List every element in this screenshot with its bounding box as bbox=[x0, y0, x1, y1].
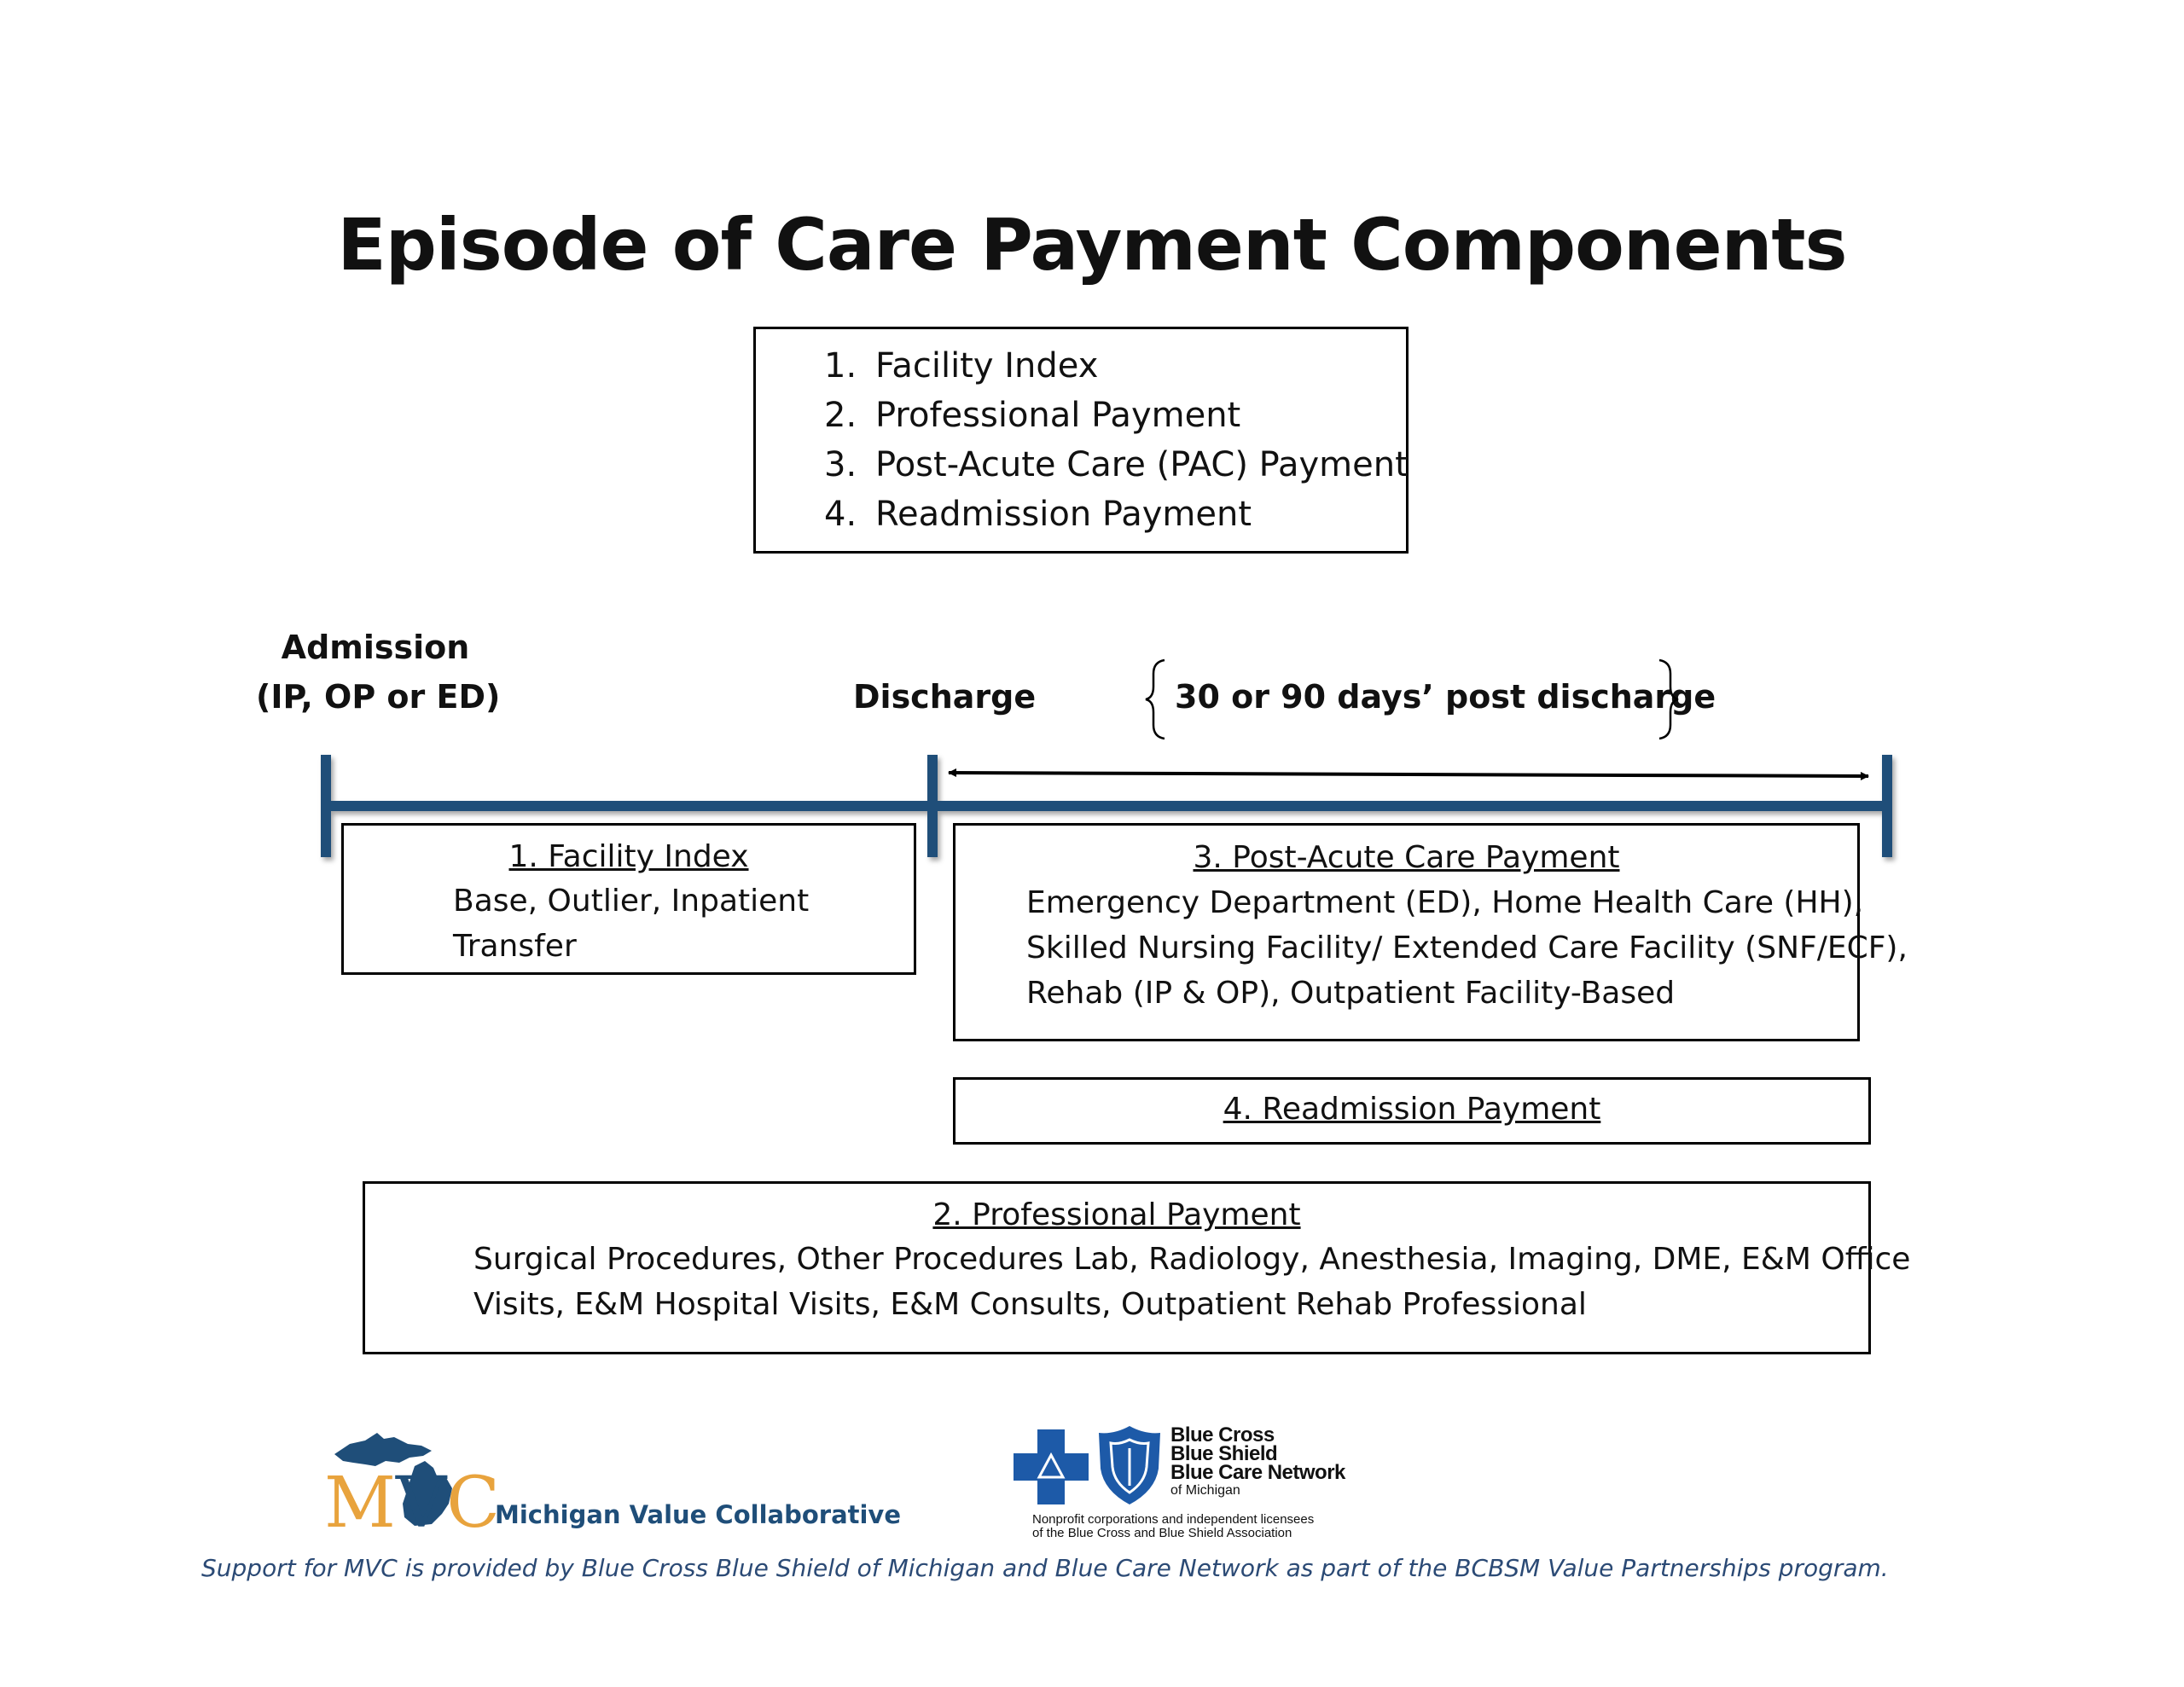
professional-body: Surgical Procedures, Other Procedures Lab, Radiology, Anesthesia, Imaging, DME, E&M Office Visits, E&M Hospital Visits, E&M Consults, Outpatient Rehab Professional bbox=[473, 1242, 1911, 1322]
legend-item: 3. Post-Acute Care (PAC) Payment bbox=[824, 445, 1409, 484]
pac-box bbox=[953, 823, 1908, 1041]
professional-box bbox=[363, 1181, 1911, 1354]
blue-cross-icon bbox=[1014, 1429, 1089, 1504]
pac-heading: 3. Post-Acute Care Payment bbox=[1193, 840, 1620, 875]
legend-item: 1. Facility Index bbox=[824, 346, 1099, 386]
bcbs-region: of Michigan bbox=[1170, 1483, 1240, 1498]
bcbs-name: Blue Cross Blue Shield Blue Care Network bbox=[1170, 1423, 1345, 1484]
blue-shield-icon bbox=[1095, 1424, 1164, 1506]
mvc-letters bbox=[324, 1463, 500, 1544]
professional-heading: 2. Professional Payment bbox=[932, 1197, 1301, 1232]
discharge-label: Discharge bbox=[853, 678, 1037, 716]
left-brace bbox=[1146, 660, 1165, 739]
facility-index-body: Base, Outlier, Inpatient Transfer bbox=[453, 884, 810, 964]
post-discharge-arrow bbox=[949, 773, 1868, 776]
facility-index-box bbox=[341, 823, 916, 975]
bcbs-logo bbox=[1014, 1424, 1359, 1544]
legend-item: 4. Readmission Payment bbox=[824, 495, 1252, 534]
bcbs-disclaimer: Nonprofit corporations and independent licensees of the Blue Cross and Blue Shield Association bbox=[1032, 1512, 1315, 1540]
mvc-logo bbox=[324, 1429, 902, 1548]
pac-body: Emergency Department (ED), Home Health Care (HH), Skilled Nursing Facility/ Extended Care Facility (SNF/ECF), Rehab (IP & OP), Outpatient Facility-Based bbox=[1026, 885, 1908, 1011]
admission-label: Admission (IP, OP or ED) bbox=[256, 629, 501, 716]
readmission-box bbox=[953, 1077, 1871, 1145]
facility-index-heading: 1. Facility Index bbox=[508, 839, 749, 874]
mvc-letter: C bbox=[446, 1463, 500, 1544]
readmission-heading: 4. Readmission Payment bbox=[1223, 1092, 1601, 1127]
mvc-letter: V bbox=[395, 1463, 447, 1544]
footer-note: Support for MVC is provided by Blue Cross Blue Shield of Michigan and Blue Care Network as part of the BCBSM Value Partnerships program. bbox=[201, 1554, 1889, 1582]
post-discharge-label: 30 or 90 days’ post discharge bbox=[1175, 678, 1716, 716]
legend-item: 2. Professional Payment bbox=[824, 396, 1241, 435]
mvc-letter: M bbox=[324, 1463, 396, 1544]
right-brace bbox=[1659, 660, 1678, 739]
mvc-name: Michigan Value Collaborative bbox=[495, 1500, 902, 1529]
page-title: Episode of Care Payment Components bbox=[337, 203, 1847, 287]
